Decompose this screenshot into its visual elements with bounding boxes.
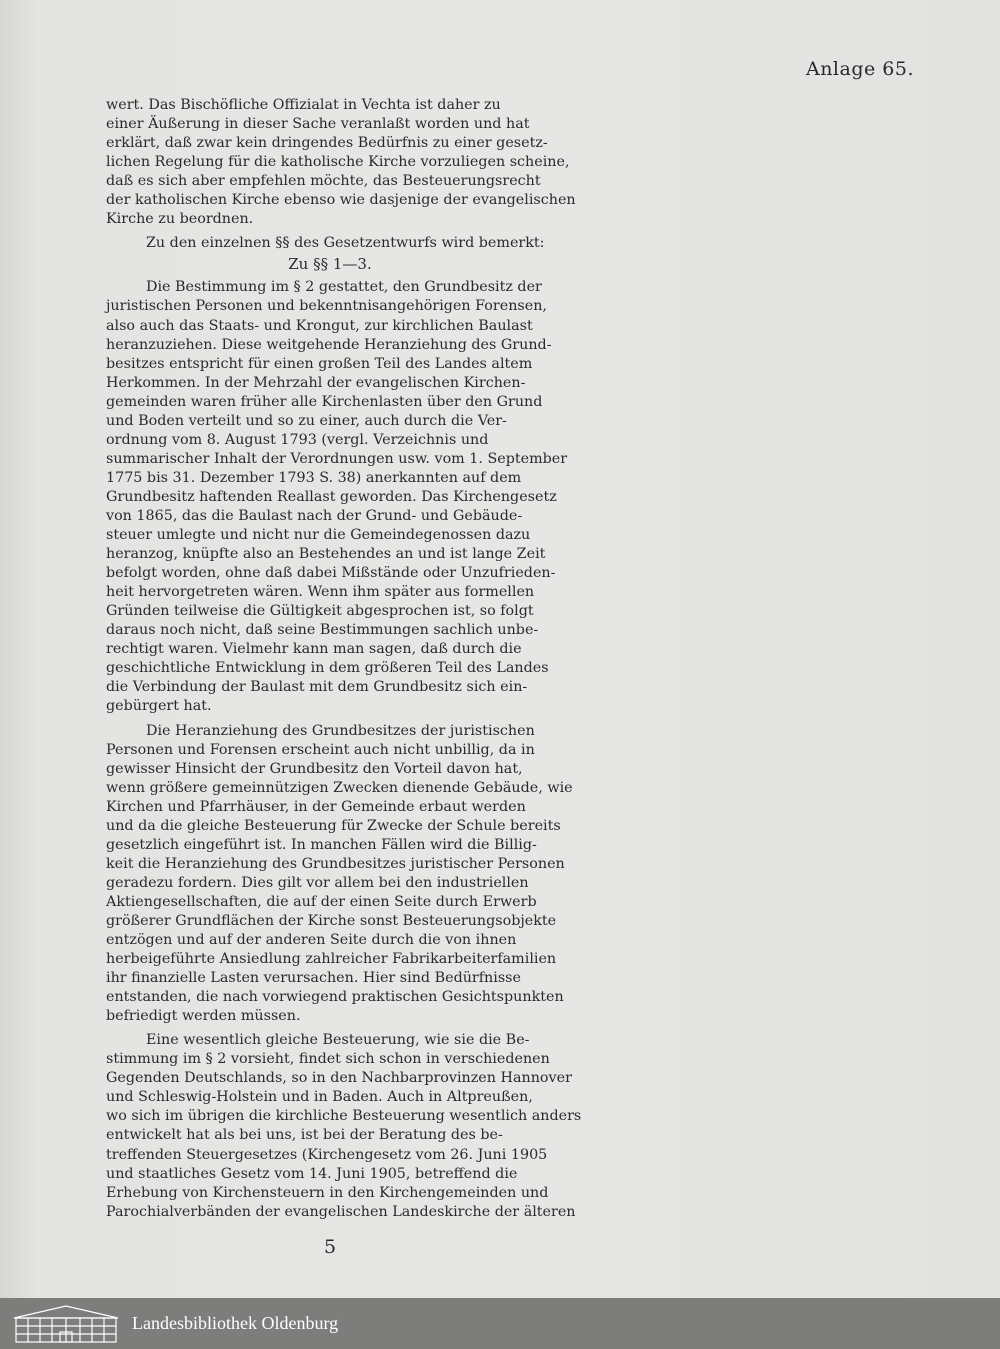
- text-line: stimmung im § 2 vorsieht, findet sich schon in verschiedenen: [106, 1051, 550, 1068]
- text-line: Personen und Forensen erscheint auch nicht unbillig, da in: [106, 741, 535, 758]
- paragraph-intro: [106, 96, 576, 229]
- text-line: und Schleswig-Holstein und in Baden. Auch in Altpreußen,: [106, 1089, 533, 1106]
- library-building-icon: [10, 1304, 122, 1344]
- text-line: befolgt worden, ohne daß dabei Mißstände oder Unzufrieden-: [106, 565, 556, 582]
- text-column: [106, 96, 582, 1222]
- text-line: Die Bestimmung im § 2 gestattet, den Grundbesitz der: [146, 279, 542, 296]
- text-line: ihr finanzielle Lasten verursachen. Hier sind Bedürfnisse: [106, 970, 521, 987]
- text-line: gesetzlich eingeführt ist. In manchen Fällen wird die Billig-: [106, 836, 537, 853]
- text-line: Kirche zu beordnen.: [106, 211, 254, 228]
- text-line: herbeigeführte Ansiedlung zahlreicher Fabrikarbeiterfamilien: [106, 951, 557, 968]
- text-line: keit die Heranziehung des Grundbesitzes juristischer Personen: [106, 855, 565, 872]
- text-line: wenn größere gemeinnützigen Zwecken dienende Gebäude, wie: [106, 779, 573, 796]
- text-line: ordnung vom 8. August 1793 (vergl. Verzeichnis und: [106, 431, 489, 448]
- text-line: Zu den einzelnen §§ des Gesetzentwurfs wird bemerkt:: [146, 235, 545, 252]
- library-name: Landesbibliothek Oldenburg: [132, 1313, 339, 1333]
- text-line: Gründen teilweise die Gültigkeit abgesprochen ist, so folgt: [106, 603, 534, 620]
- text-line: Grundbesitz haftenden Reallast geworden. Das Kirchengesetz: [106, 488, 557, 505]
- text-line: Gegenden Deutschlands, so in den Nachbarprovinzen Hannover: [106, 1070, 572, 1087]
- text-line: juristischen Personen und bekenntnisangehörigen Forensen,: [106, 298, 547, 315]
- paragraph-body-1: [106, 278, 568, 716]
- text-line: der katholischen Kirche ebenso wie dasjenige der evangelischen: [106, 192, 576, 209]
- text-line: und da die gleiche Besteuerung für Zwecke der Schule bereits: [106, 817, 561, 834]
- text-line: von 1865, das die Baulast nach der Grund- und Gebäude-: [106, 507, 523, 524]
- text-line: also auch das Staats- und Krongut, zur kirchlichen Baulast: [106, 317, 533, 334]
- text-line: daraus noch nicht, daß seine Bestimmungen sachlich unbe-: [106, 622, 539, 639]
- text-line: entstanden, die nach vorwiegend praktischen Gesichtspunkten: [106, 989, 564, 1006]
- text-line: Herkommen. In der Mehrzahl der evangelischen Kirchen-: [106, 374, 526, 391]
- text-line: lichen Regelung für die katholische Kirche vorzuliegen scheine,: [106, 154, 570, 171]
- section-heading: Zu §§ 1—3.: [288, 255, 372, 274]
- text-line: heit hervorgetreten wären. Wenn ihm später aus formellen: [106, 584, 535, 601]
- text-line: Kirchen und Pfarrhäuser, in der Gemeinde erbaut werden: [106, 798, 526, 815]
- text-line: summarischer Inhalt der Verordnungen usw. vom 1. September: [106, 450, 568, 467]
- text-line: größerer Grundflächen der Kirche sonst Besteuerungsobjekte: [106, 912, 557, 929]
- text-line: Parochialverbänden der evangelischen Landeskirche der älteren: [106, 1203, 576, 1220]
- text-line: wo sich im übrigen die kirchliche Besteuerung wesentlich anders: [106, 1108, 582, 1125]
- text-line: daß es sich aber empfehlen möchte, das Besteuerungsrecht: [106, 173, 541, 190]
- text-line: und Boden verteilt und so zu einer, auch durch die Ver-: [106, 412, 507, 429]
- text-line: die Verbindung der Baulast mit dem Grundbesitz sich ein-: [106, 679, 528, 696]
- paragraph-body-3: [106, 1031, 582, 1221]
- text-line: 1775 bis 31. Dezember 1793 S. 38) anerkannten auf dem: [106, 469, 522, 486]
- text-line: erklärt, daß zwar kein dringendes Bedürfnis zu einer gesetz-: [106, 135, 548, 152]
- text-line: gebürgert hat.: [106, 698, 212, 715]
- text-line: einer Äußerung in dieser Sache veranlaßt worden und hat: [106, 116, 530, 133]
- text-line: gemeinden waren früher alle Kirchenlasten über den Grund: [106, 393, 543, 410]
- paragraph-body-2: [106, 722, 573, 1027]
- text-line: und staatliches Gesetz vom 14. Juni 1905, betreffend die: [106, 1165, 518, 1182]
- text-line: wert. Das Bischöfliche Offizialat in Vechta ist daher zu: [106, 97, 501, 113]
- text-line: entzögen und auf der anderen Seite durch die von ihnen: [106, 932, 517, 949]
- text-line: Aktiengesellschaften, die auf der einen Seite durch Erwerb: [106, 893, 537, 910]
- page-number: 5: [323, 1236, 337, 1258]
- text-line: befriedigt werden müssen.: [106, 1008, 301, 1025]
- text-line: gewisser Hinsicht der Grundbesitz den Vorteil davon hat,: [106, 760, 523, 777]
- text-line: Eine wesentlich gleiche Besteuerung, wie sie die Be-: [146, 1032, 530, 1049]
- annex-reference: Anlage 65.: [805, 58, 914, 80]
- text-line: rechtigt waren. Vielmehr kann man sagen, daß durch die: [106, 641, 522, 658]
- text-line: besitzes entspricht für einen großen Teil des Landes altem: [106, 355, 533, 372]
- text-line: Die Heranziehung des Grundbesitzes der juristischen: [146, 722, 535, 739]
- text-line: heranzuziehen. Diese weitgehende Heranziehung des Grund-: [106, 336, 552, 353]
- text-line: treffenden Steuergesetzes (Kirchengesetz vom 26. Juni 1905: [106, 1146, 548, 1163]
- text-line: Erhebung von Kirchensteuern in den Kirchengemeinden und: [106, 1184, 549, 1201]
- footer-bar: [0, 1298, 1000, 1349]
- text-line: geradezu fordern. Dies gilt vor allem bei den industriellen: [106, 874, 529, 891]
- paragraph-remark: [106, 234, 554, 253]
- text-line: steuer umlegte und nicht nur die Gemeindegenossen dazu: [106, 527, 531, 544]
- text-line: geschichtliche Entwicklung in dem größeren Teil des Landes: [106, 660, 549, 677]
- text-line: heranzog, knüpfte also an Bestehendes an und ist lange Zeit: [106, 546, 546, 563]
- text-line: entwickelt hat als bei uns, ist bei der Beratung des be-: [106, 1127, 503, 1144]
